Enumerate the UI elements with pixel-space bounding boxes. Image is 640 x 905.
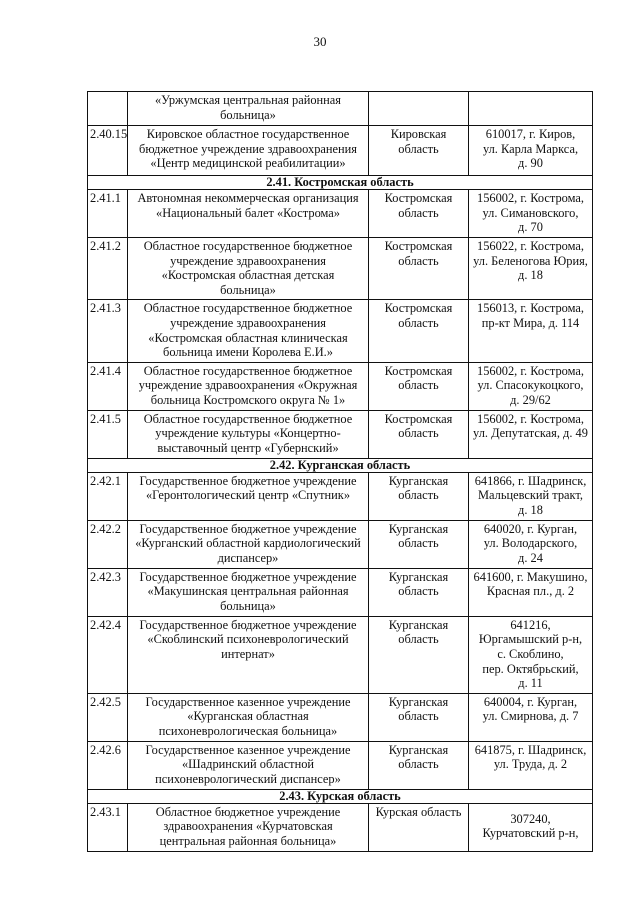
row-number: 2.42.1 bbox=[90, 473, 121, 488]
organization-name-cell bbox=[128, 410, 369, 458]
address: 156002, г. Кострома, ул. Депутатская, д. 49 bbox=[473, 411, 588, 441]
address-cell bbox=[469, 126, 593, 176]
address: 610017, г. Киров, ул. Карла Маркса, д. 90 bbox=[482, 127, 579, 171]
organization-name: Областное бюджетное учреждение здравоохранения «Курчатовская центральная районная больница» bbox=[155, 804, 341, 848]
table-row bbox=[88, 803, 593, 851]
region-name: Курганская область bbox=[388, 742, 449, 772]
region-name: Костромская область bbox=[384, 191, 453, 220]
row-number: 2.40.15 bbox=[90, 127, 128, 141]
region-name-cell bbox=[369, 472, 469, 520]
table-row bbox=[88, 693, 593, 741]
region-name: Костромская область bbox=[384, 411, 453, 441]
organization-name-cell bbox=[128, 520, 369, 568]
organization-name-cell bbox=[128, 803, 369, 851]
region-name: Кировская область bbox=[390, 127, 447, 156]
region-name-cell bbox=[369, 126, 469, 176]
region-name-cell bbox=[369, 410, 469, 458]
region-name: Костромская область bbox=[384, 239, 453, 268]
organizations-table bbox=[87, 91, 593, 852]
row-number: 2.42.3 bbox=[90, 569, 121, 584]
address: 156022, г. Кострома, ул. Беленогова Юрия, д. 18 bbox=[473, 239, 588, 283]
region-name: Курганская область bbox=[388, 473, 449, 503]
address-cell bbox=[469, 238, 593, 300]
address-cell bbox=[469, 410, 593, 458]
table-row bbox=[88, 362, 593, 410]
organization-name-cell bbox=[128, 472, 369, 520]
organization-name: Областное государственное бюджетное учреждение здравоохранения «Костромская областная детская больница» bbox=[143, 239, 353, 297]
organization-name-cell bbox=[128, 616, 369, 693]
address-cell bbox=[469, 693, 593, 741]
region-name-cell bbox=[369, 741, 469, 789]
section-title: 2.43. Курская область bbox=[88, 789, 593, 803]
region-name: Курская область bbox=[375, 804, 462, 819]
row-number: 2.41.3 bbox=[90, 301, 121, 316]
table-row bbox=[88, 300, 593, 362]
organization-name: Областное государственное бюджетное учреждение здравоохранения «Костромская областная клиническая больница имени Королева Е.И.» bbox=[143, 301, 353, 360]
address: 641875, г. Шадринск, ул. Труда, д. 2 bbox=[474, 742, 587, 772]
region-name-cell bbox=[369, 190, 469, 238]
address-cell bbox=[469, 92, 593, 126]
organizations-table-body bbox=[88, 92, 593, 852]
region-name: Курганская область bbox=[388, 617, 449, 647]
address-cell bbox=[469, 472, 593, 520]
address: 307240, Курчатовский р-н, bbox=[482, 811, 579, 841]
row-number-cell bbox=[88, 300, 128, 362]
row-number: 2.42.2 bbox=[90, 521, 121, 536]
organization-name: Государственное казенное учреждение «Шадринский областной психоневрологический диспансер» bbox=[145, 742, 351, 786]
section-title: 2.42. Курганская область bbox=[88, 458, 593, 472]
row-number-cell bbox=[88, 362, 128, 410]
organization-name-cell bbox=[128, 362, 369, 410]
table-row bbox=[88, 520, 593, 568]
region-name-cell bbox=[369, 616, 469, 693]
organization-name-cell bbox=[128, 238, 369, 300]
address: 641866, г. Шадринск, Мальцевский тракт, д. 18 bbox=[474, 473, 587, 517]
organization-name: Автономная некоммерческая организация «Национальный балет «Кострома» bbox=[137, 191, 359, 220]
region-name: Курганская область bbox=[388, 569, 449, 599]
region-name-cell bbox=[369, 520, 469, 568]
address-cell bbox=[469, 300, 593, 362]
region-name-cell bbox=[369, 92, 469, 126]
row-number-cell bbox=[88, 693, 128, 741]
region-name-cell bbox=[369, 238, 469, 300]
row-number-cell bbox=[88, 803, 128, 851]
row-number-cell bbox=[88, 190, 128, 238]
row-number: 2.43.1 bbox=[90, 804, 121, 819]
section-title: 2.41. Костромская область bbox=[88, 176, 593, 190]
organization-name: Государственное казенное учреждение «Курганская областная психоневрологическая больница» bbox=[145, 694, 351, 738]
organization-name: Кировское областное государственное бюджетное учреждение здравоохранения «Центр медицинской реабилитации» bbox=[139, 127, 357, 171]
region-name: Костромская область bbox=[384, 301, 453, 330]
organization-name: Государственное бюджетное учреждение «Курганский областной кардиологический диспансер» bbox=[135, 521, 361, 565]
organization-name-cell bbox=[128, 92, 369, 126]
page-number: 30 bbox=[313, 34, 327, 49]
row-number-cell bbox=[88, 410, 128, 458]
row-number-cell bbox=[88, 126, 128, 176]
organization-name-cell bbox=[128, 126, 369, 176]
address-cell bbox=[469, 190, 593, 238]
region-name-cell bbox=[369, 300, 469, 362]
address-cell bbox=[469, 803, 593, 851]
organization-name: Государственное бюджетное учреждение «Макушинская центральная районная больница» bbox=[139, 569, 357, 613]
table-row bbox=[88, 126, 593, 176]
table-row bbox=[88, 410, 593, 458]
row-number: 2.41.4 bbox=[90, 363, 121, 378]
table-row bbox=[88, 238, 593, 300]
region-name-cell bbox=[369, 693, 469, 741]
address-cell bbox=[469, 568, 593, 616]
table-row bbox=[88, 92, 593, 126]
region-name-cell bbox=[369, 803, 469, 851]
address-cell bbox=[469, 616, 593, 693]
table-row bbox=[88, 568, 593, 616]
address: 641600, г. Макушино, Красная пл., д. 2 bbox=[473, 569, 588, 599]
organization-name-cell bbox=[128, 190, 369, 238]
region-name-cell bbox=[369, 362, 469, 410]
row-number-cell bbox=[88, 568, 128, 616]
row-number-cell bbox=[88, 238, 128, 300]
row-number-cell bbox=[88, 92, 128, 126]
row-number: 2.42.4 bbox=[90, 617, 121, 632]
row-number: 2.41.2 bbox=[90, 239, 121, 253]
address: 640004, г. Курган, ул. Смирнова, д. 7 bbox=[482, 694, 579, 724]
address: 641216, Юргамышский р-н, с. Скоблино, пер. Октябрьский, д. 11 bbox=[478, 617, 583, 691]
organization-name-cell bbox=[128, 568, 369, 616]
table-row bbox=[88, 741, 593, 789]
section-header-row bbox=[88, 458, 593, 472]
address: 156013, г. Кострома, пр-кт Мира, д. 114 bbox=[477, 301, 584, 330]
section-header-row bbox=[88, 789, 593, 803]
organization-name-cell bbox=[128, 300, 369, 362]
address-cell bbox=[469, 520, 593, 568]
row-number-cell bbox=[88, 520, 128, 568]
region-name: Костромская область bbox=[384, 363, 453, 393]
table-row bbox=[88, 190, 593, 238]
region-name: Курганская область bbox=[388, 521, 449, 551]
organization-name: Областное государственное бюджетное учреждение культуры «Концертно- выставочный центр «Губернский» bbox=[143, 411, 353, 455]
organization-name-cell bbox=[128, 693, 369, 741]
address-cell bbox=[469, 741, 593, 789]
address-cell bbox=[469, 362, 593, 410]
row-number-cell bbox=[88, 741, 128, 789]
organization-name: Государственное бюджетное учреждение «Скоблинский психоневрологический интернат» bbox=[139, 617, 357, 661]
table-row bbox=[88, 616, 593, 693]
organization-name: Областное государственное бюджетное учреждение здравоохранения «Окружная больница Костромского округа № 1» bbox=[138, 363, 358, 407]
row-number-cell bbox=[88, 472, 128, 520]
row-number-cell bbox=[88, 616, 128, 693]
organization-name-cell bbox=[128, 741, 369, 789]
address: 156002, г. Кострома, ул. Спасокукоцкого, д. 29/62 bbox=[477, 363, 584, 407]
row-number: 2.42.5 bbox=[90, 694, 121, 709]
row-number: 2.41.1 bbox=[90, 191, 121, 205]
address: 640020, г. Курган, ул. Володарского, д. 24 bbox=[483, 521, 578, 565]
table-row bbox=[88, 472, 593, 520]
organization-name: Государственное бюджетное учреждение «Геронтологический центр «Спутник» bbox=[139, 473, 357, 503]
organization-name: «Уржумская центральная районная больница» bbox=[154, 93, 341, 122]
row-number: 2.42.6 bbox=[90, 742, 121, 757]
region-name-cell bbox=[369, 568, 469, 616]
section-header-row bbox=[88, 176, 593, 190]
address: 156002, г. Кострома, ул. Симановского, д. 70 bbox=[477, 191, 584, 235]
region-name: Курганская область bbox=[388, 694, 449, 724]
row-number: 2.41.5 bbox=[90, 411, 121, 426]
